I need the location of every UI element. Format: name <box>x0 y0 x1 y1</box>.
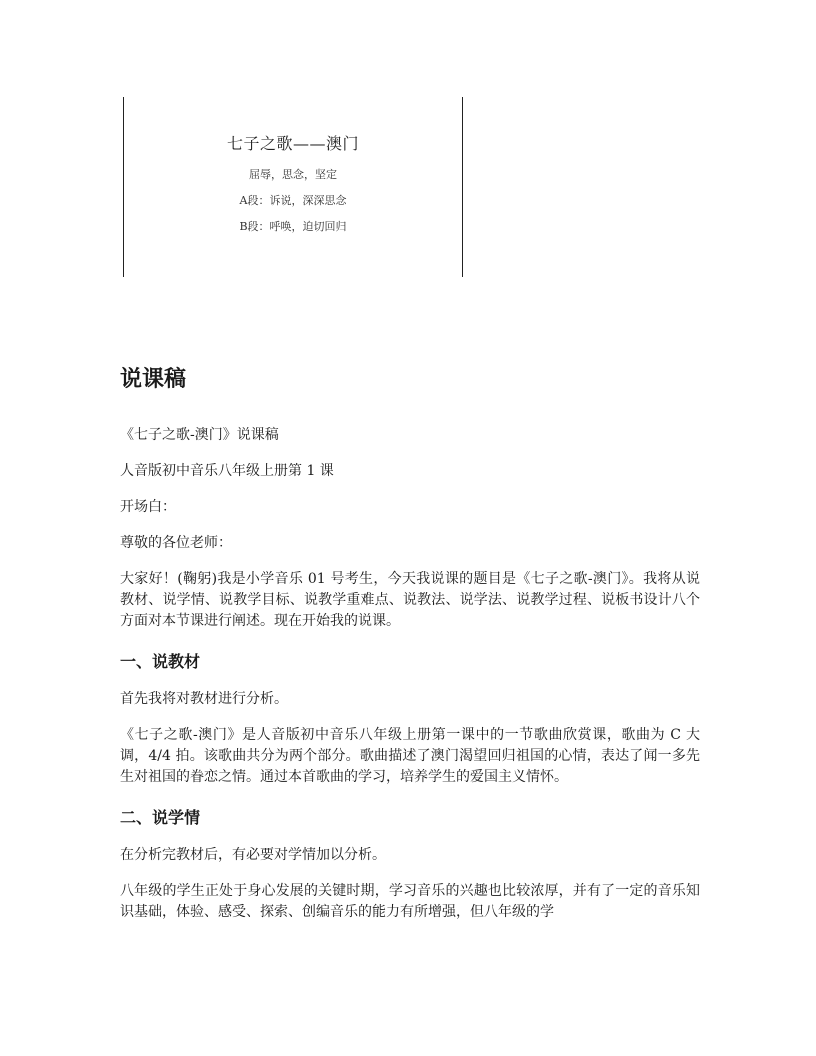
section1-paragraph-1: 首先我将对教材进行分析。 <box>120 691 288 707</box>
section2-paragraph-2: 八年级的学生正处于身心发展的关键时期，学习音乐的兴趣也比较浓厚，并有了一定的音乐知识基础，体验、感受、探索、创编音乐的能力有所增强，但八年级的学 <box>120 883 700 920</box>
lesson-title: 《七子之歌-澳门》说课稿 <box>120 427 279 443</box>
intro-paragraph: 大家好！(鞠躬)我是小学音乐 01 号考生，今天我说课的题目是《七子之歌-澳门》。我将从说教材、说学情、说教学目标、说教学重难点、说教法、说学法、说教学过程、说板书设计八个方面对本节课进行阐述。现在开始我的说课。 <box>120 571 700 629</box>
section2-paragraph-1: 在分析完教材后，有必要对学情加以分析。 <box>120 847 386 863</box>
board-title: 七子之歌——澳门 <box>226 134 359 153</box>
section-heading-textbook: 一、说教材 <box>120 652 201 671</box>
greeting: 尊敬的各位老师： <box>120 535 232 551</box>
board-line-section-b: B段：呼唤，迫切回归 <box>239 220 347 233</box>
board-line-section-a: A段：诉说，深深思念 <box>239 194 347 207</box>
document-heading: 说课稿 <box>120 367 187 392</box>
section-heading-students: 二、说学情 <box>120 808 201 827</box>
document-body <box>120 362 700 938</box>
section1-paragraph-2: 《七子之歌-澳门》是人音版初中音乐八年级上册第一课中的一节歌曲欣赏课，歌曲为 C 大调，4/4 拍。该歌曲共分为两个部分。歌曲描述了澳门渴望回归祖国的心情，表达了闻一多先生对祖国的眷恋之情。通过本首歌曲的学习，培养学生的爱国主义情怀。 <box>120 727 700 785</box>
textbook-info: 人音版初中音乐八年级上册第 1 课 <box>120 463 334 479</box>
opening-label: 开场白： <box>120 499 176 515</box>
board-design-figure <box>123 97 463 277</box>
board-line-theme: 屈辱，思念，坚定 <box>249 168 337 181</box>
